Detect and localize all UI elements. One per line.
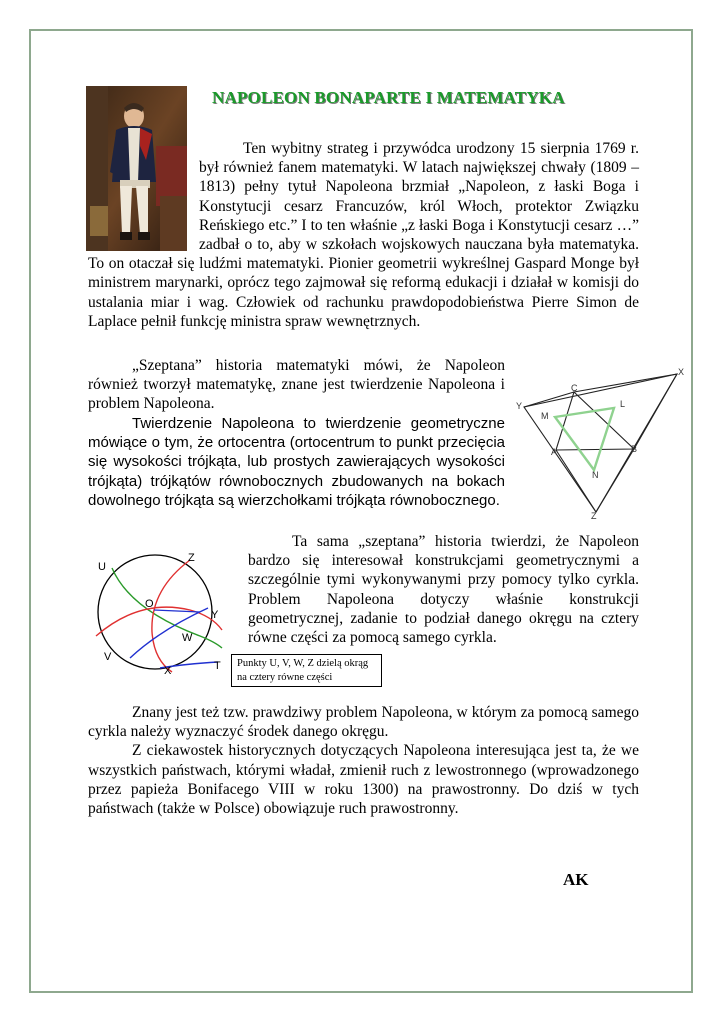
paragraph-theorem: Twierdzenie Napoleona to twierdzenie geometryczne mówiące o tym, że ortocentra (ortocentrum to punkt przecięcia się wysokości trójkąta, lub prostych zawierających wysokości trójkąta) trójkątów równobocznych zbudowanych na bokach dowolnego trójkąta są wierzchołkami trójkąta równobocznego.: [88, 414, 505, 509]
red-arc-2: [96, 607, 222, 636]
label-x: X: [164, 665, 172, 677]
paragraph-theorem-block: [88, 356, 505, 510]
paragraph-intro: Ten wybitny strateg i przywódca urodzony 15 sierpnia 1769 r. był również fanem matematyki. W latach największej chwały (1809 – 1813) pełny tytuł Napoleona brzmiał „Napoleon, z łaski Boga i Konstytucji cesarz Francuzów, król Włoch, protektor Związku Reńskiego etc.” I to ten właśnie „z łaski Boga i Konstytucji cesarz …” zadbał o to, aby w szkołach wojskowych nauczana była matematyka. To on otaczał się ludźmi matematyki. Pionier geometrii wykreślnej Gaspard Monge był ministrem marynarki, oprócz tego zajmował się reformą edukacji i działał w komisji do ustalania miar i wag. Człowiek od rachunku prawdopodobieństwa Pierre Simon de Laplace pełnił funkcję ministra spraw wewnętrznych.: [88, 140, 639, 330]
label-u: U: [98, 561, 106, 573]
label-z: Z: [591, 511, 597, 521]
label-v: V: [104, 651, 112, 663]
label-z: Z: [188, 552, 195, 564]
paragraph-closing-block: [88, 703, 639, 818]
label-o: O: [145, 598, 154, 610]
label-a: A: [551, 447, 558, 457]
paragraph-compass: Ta sama „szeptana” historia twierdzi, że Napoleon bardzo się interesował konstrukcjami geometrycznymi a szczególnie tymi wykonywanymi przy pomocy tylko cyrkla. Problem Napoleona dotyczy właśnie konstrukcji geometrycznej, zadanie to podział danego okręgu na cztery równe części za pomocą samego cyrkla.: [248, 533, 639, 647]
label-b: B: [631, 444, 638, 454]
page-title: NAPOLEON BONAPARTE I MATEMATYKA: [212, 88, 565, 107]
circle-diagram-caption: Punkty U, V, W, Z dzielą okrąg na cztery równe części: [231, 654, 382, 687]
label-y: Y: [516, 401, 523, 411]
paragraph-whisper: „Szeptana” historia matematyki mówi, że Napoleon również tworzył matematykę, znane jest twierdzenie Napoleona i problem Napoleona.: [88, 357, 505, 413]
napoleon-problem-circle-diagram: [90, 550, 230, 680]
paragraph-true-problem: Znany jest też tzw. prawdziwy problem Napoleona, w którym za pomocą samego cyrkla należy wyznaczyć środek danego okręgu.: [88, 704, 639, 741]
paragraph-traffic: Z ciekawostek historycznych dotyczących Napoleona interesująca jest ta, że we wszystkich państwach, którymi władał, zmienił ruch z lewostronnego (wprowadzonego przez papieża Bonifacego VIII w roku 1300) na prawostronny. Do dziś w tych państwach (także w Polsce) obowiązuje ruch prawostronny.: [88, 742, 639, 818]
napoleon-theorem-triangle-diagram: [512, 362, 692, 524]
label-x: X: [678, 367, 685, 377]
outer-triangle-xyz: [524, 374, 677, 512]
label-l: L: [620, 399, 626, 409]
label-w: W: [182, 632, 193, 644]
label-y: Y: [211, 609, 219, 621]
label-n: N: [592, 470, 599, 480]
author-signature: AK: [563, 870, 589, 889]
label-t: T: [214, 660, 221, 672]
portrait-spacer: [88, 139, 199, 252]
napoleon-triangle-lmn: [555, 408, 614, 470]
green-arc: [112, 568, 222, 648]
label-c: C: [571, 383, 578, 393]
label-m: M: [541, 411, 549, 421]
